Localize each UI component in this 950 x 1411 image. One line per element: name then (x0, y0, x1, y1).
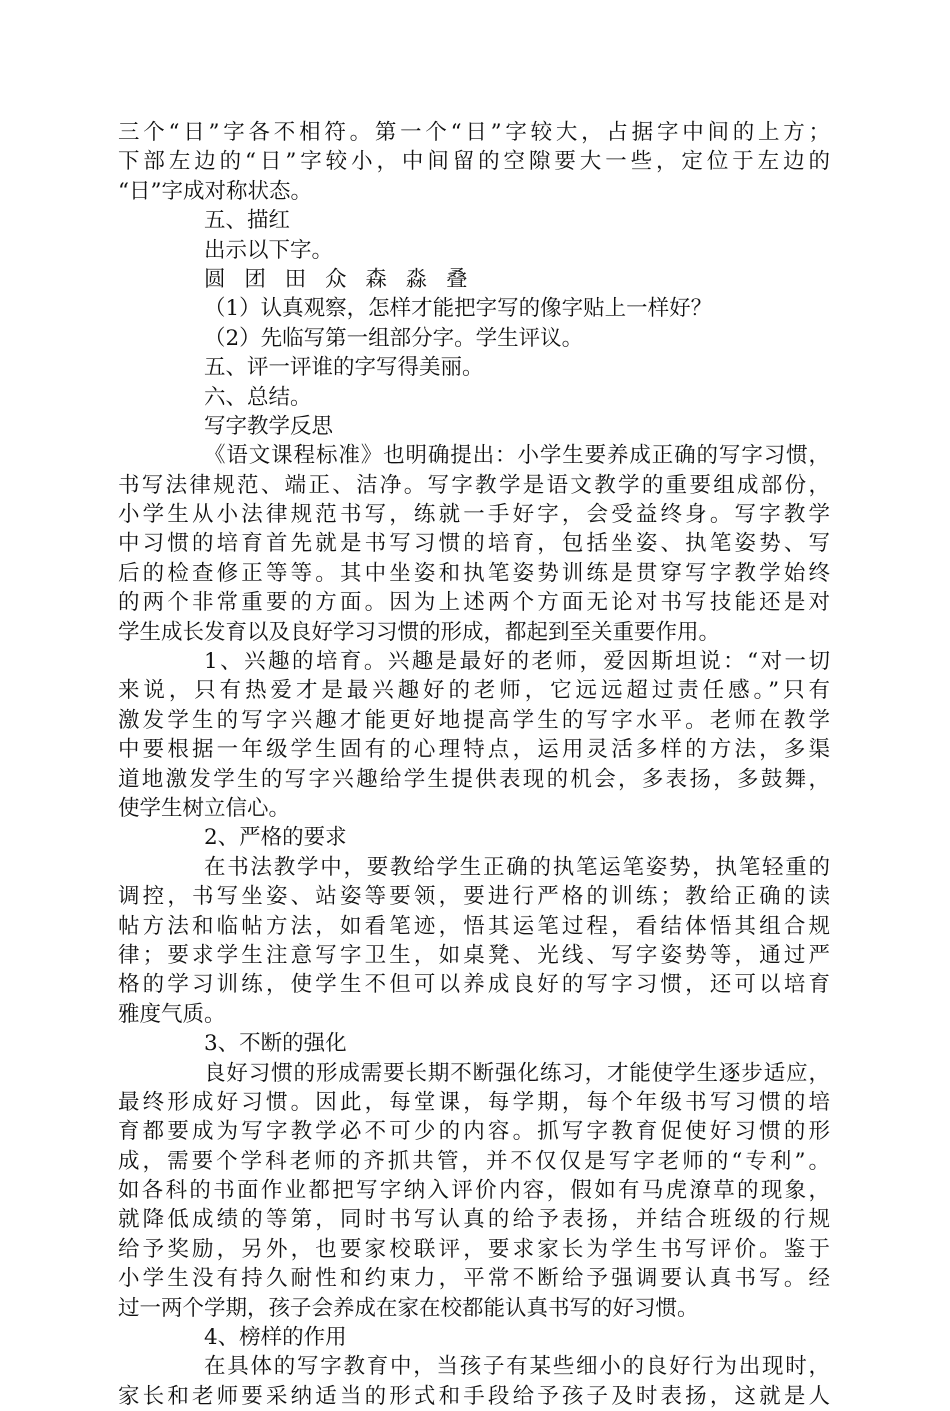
text-line: 五、描红 (204, 208, 291, 234)
text-line: 后的检查修正等等。其中坐姿和执笔姿势训练是贯穿写字教学始终 (118, 560, 830, 586)
text-line: 格的学习训练，使学生不但可以养成良好的写字习惯，还可以培育 (118, 972, 830, 998)
text-line: 小学生没有持久耐性和约束力，平常不断给予强调要认真书写。经 (118, 1266, 830, 1292)
text-line: 调控，书写坐姿、站姿等要领，要进行严格的训练；教给正确的读 (118, 884, 830, 910)
text-line: 就降低成绩的等第，同时书写认真的给予表扬，并结合班级的行规 (118, 1207, 830, 1233)
text-line: 律；要求学生注意写字卫生，如桌凳、光线、写字姿势等，通过严 (118, 942, 830, 968)
text-line: 中要根据一年级学生固有的心理特点，运用灵活多样的方法，多渠 (118, 737, 830, 763)
text-line: 2、严格的要求 (204, 825, 347, 851)
text-line: 激发学生的写字兴趣才能更好地提高学生的写字水平。老师在教学 (118, 707, 830, 733)
text-line: 五、评一评谁的字写得美丽。 (204, 355, 484, 381)
text-line: 《语文课程标准》也明确提出：小学生要养成正确的写字习惯， (204, 443, 830, 469)
text-line: 雅度气质。 (118, 1001, 226, 1027)
text-line: 3、不断的强化 (204, 1031, 347, 1057)
text-line: 六、总结。 (204, 384, 312, 410)
document-page (118, 118, 830, 1411)
text-line: 下部左边的“日”字较小，中间留的空隙要大一些，定位于左边的 (118, 149, 830, 175)
text-line: 书写法律规范、端正、洁净。写字教学是语文教学的重要组成部份， (118, 472, 830, 498)
text-line: 出示以下字。 (204, 237, 334, 263)
text-line: 中习惯的培育首先就是书写习惯的培育，包括坐姿、执笔姿势、写 (118, 531, 830, 557)
text-line: 三个“日”字各不相符。第一个“日”字较大，占据字中间的上方； (118, 120, 830, 145)
text-line: 成，需要个学科老师的齐抓共管，并不仅仅是写字老师的“专利”。 (118, 1148, 830, 1174)
text-line: 道地激发学生的写字兴趣给学生提供表现的机会，多表扬，多鼓舞， (118, 766, 830, 792)
text-line: （2）先临写第一组部分字。学生评议。 (204, 325, 584, 351)
text-line: 最终形成好习惯。因此，每堂课，每学期，每个年级书写习惯的培 (118, 1089, 830, 1115)
text-line: （1）认真观察，怎样才能把字写的像字贴上一样好？ (204, 296, 713, 322)
text-line: 4、榜样的作用 (204, 1325, 347, 1351)
text-line: 给予奖励，另外，也要家校联评，要求家长为学生书写评价。鉴于 (118, 1236, 830, 1262)
text-line: 1、兴趣的培育。兴趣是最好的老师，爱因斯坦说：“对一切 (204, 649, 830, 675)
text-line: 如各科的书面作业都把写字纳入评价内容，假如有马虎潦草的现象， (118, 1178, 830, 1204)
text-line: 小学生从小法律规范书写，练就一手好字，会受益终身。写字教学 (118, 502, 830, 528)
text-line: 的两个非常重要的方面。因为上述两个方面无论对书写技能还是对 (118, 590, 830, 616)
text-line: 在具体的写字教育中，当孩子有某些细小的良好行为出现时， (204, 1354, 830, 1380)
text-line: 在书法教学中，要教给学生正确的执笔运笔姿势，执笔轻重的 (204, 854, 830, 880)
text-line: 学生成长发育以及良好学习习惯的形成，都起到至关重要作用。 (118, 619, 721, 645)
text-line: 良好习惯的形成需要长期不断强化练习，才能使学生逐步适应， (204, 1060, 830, 1086)
text-line: 使学生树立信心。 (118, 795, 291, 821)
text-line: 来说，只有热爱才是最兴趣好的老师，它远远超过责任感。”只有 (118, 678, 830, 704)
text-line: 家长和老师要采纳适当的形式和手段给予孩子及时表扬，这就是人 (118, 1383, 830, 1409)
text-line: 圆 团 田 众 森 淼 叠 (204, 266, 470, 292)
text-line: 过一两个学期，孩子会养成在家在校都能认真书写的好习惯。 (118, 1295, 699, 1321)
text-line: 写字教学反思 (204, 413, 334, 439)
text-line: “日”字成对称状态。 (118, 178, 312, 204)
text-line: 帖方法和临帖方法，如看笔迹，悟其运笔过程，看结体悟其组合规 (118, 913, 830, 939)
text-line: 育都要成为写字教学必不可少的内容。抓写字教育促使好习惯的形 (118, 1119, 830, 1145)
